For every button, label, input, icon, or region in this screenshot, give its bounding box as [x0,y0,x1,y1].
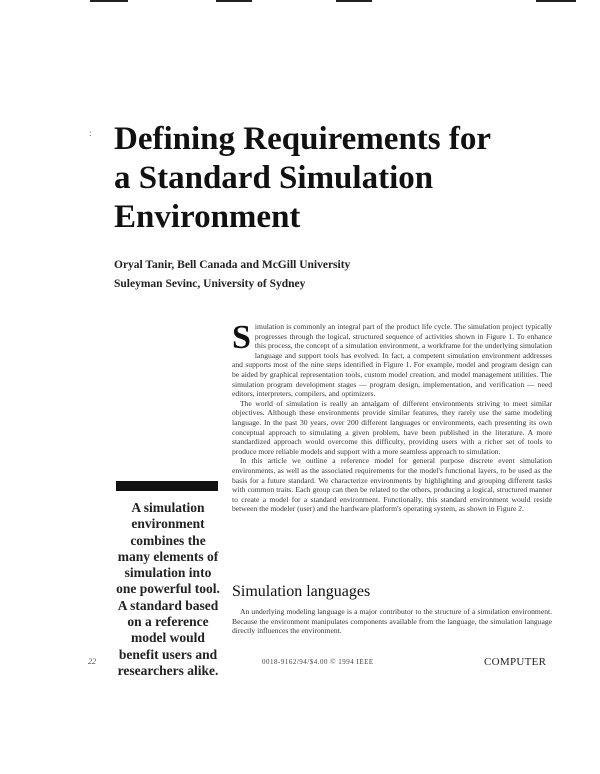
article-title [114,120,554,237]
author-block [114,256,534,294]
pull-quote-rule [116,481,218,491]
footer-issue: 0018-9162/94/$4.00 © 1994 IEEE [262,658,374,666]
author-line: Suleyman Sevinc, University of Sydney [114,278,306,290]
section-body [232,607,552,636]
body-column [232,319,552,514]
body-paragraph: In this article we outline a reference model for general purpose discrete event simulation environments, as well as the associated requirements for the model's functional layers, to be used as the basis for a future standard. We characterize environments by highlighting and grouping different tasks with common traits. Each group can then be related to the others, producing a logical, structured manner to create a model for a standard environment. Functionally, this standard environment would reside between the modeler (user) and the hardware platform's operating system, as shown in Figure 2. [232,456,552,514]
scan-mark [90,0,128,2]
body-paragraph: An underlying modeling language is a major contributor to the structure of a simulation environment. Because the environment manipulates components available from the language, the simulation language directly influences the environment. [232,607,552,636]
section-heading: Simulation languages [232,583,371,600]
margin-mark: : [89,128,92,138]
scan-mark [536,0,576,2]
scan-mark [216,0,252,2]
page-footer [0,657,600,671]
body-paragraph [232,319,552,399]
scan-mark [336,0,372,2]
title-line: a Standard Simulation [114,160,434,196]
title-line: Environment [114,199,301,235]
body-paragraph: The world of simulation is really an amalgam of different environments striving to meet similar objectives. Although these environments provide similar features, they rarely use the same modeling language. In the past 30 years, over 200 different languages or environments, each presenting its own conceptual approach to simulating a given problem, have been published in the literature. A more standardized approach would overcome this difficulty, providing users with a richer set of tools to produce more reliable models and support with a more seamless approach to simulation. [232,398,552,456]
journal-name: COMPUTER [484,656,547,668]
drop-cap: S [232,319,251,356]
author-line: Oryal Tanir, Bell Canada and McGill University [114,259,351,271]
title-line: Defining Requirements for [114,121,492,157]
page-number: 22 [88,657,96,666]
paragraph-text: imulation is commonly an integral part of the product life cycle. The simulation project typically progresses through the logical, structured sequence of activities shown in Figure 1. To enhance this process, the concept of a simulation environment, a workframe for the underlying simulation language and support tools has evolved. In fact, a competent simulation environment addresses and supports most of the nine steps identified in Figure 1. For example, model and program design can be aided by graphical representation tools, custom model creation, and model management utilities. The simulation program development stages — program design, implementation, and verification — need editors, interpreters, compilers, and optimizers. [232,322,552,399]
pull-quote: A simulation environment combines the many elements of simulation into one powerful tool. A standard based on a reference model would benefit users and researchers alike. [116,500,220,678]
